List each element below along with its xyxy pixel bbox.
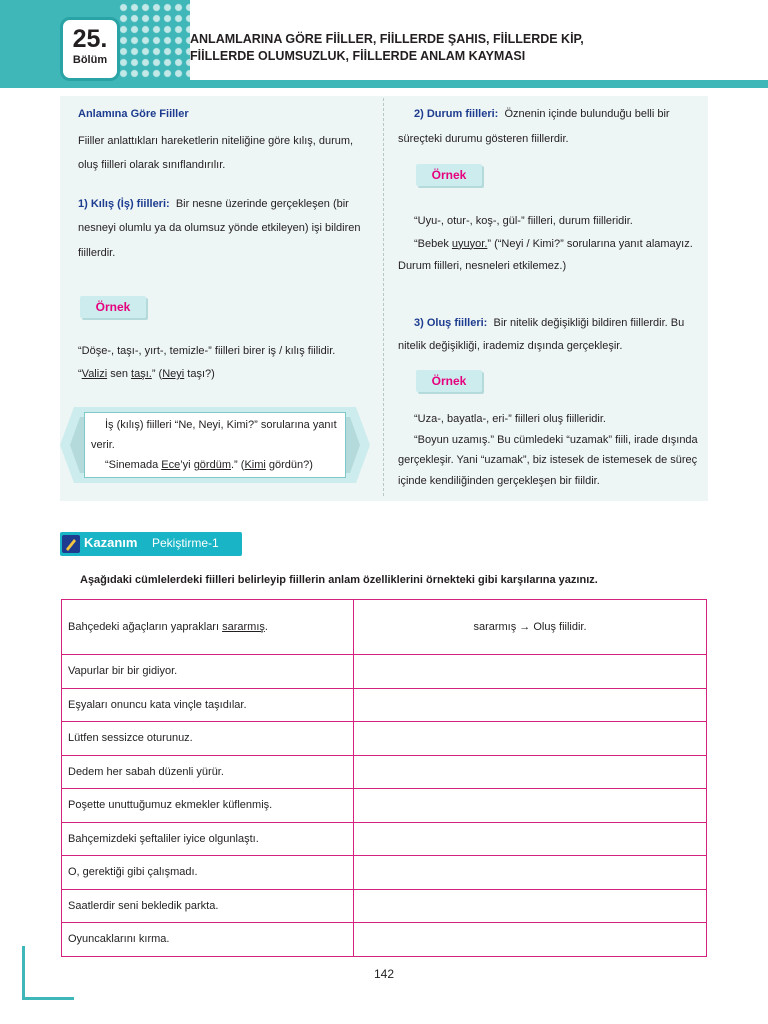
durum-title: 2) Durum fiilleri:	[414, 108, 499, 120]
text-part: .” (	[230, 459, 245, 471]
sentence-cell: Poşette unuttuğumuz ekmekler küflenmiş.	[62, 789, 354, 823]
kilis-example-1: “Döşe-, taşı-, yırt-, temizle-” fiilleri birer iş / kılış fiilidir.	[78, 345, 336, 357]
kilis-examples	[78, 340, 374, 386]
durum-text: Öznenin içinde bulunduğu belli bir süreçteki durumu gösteren fiillerdir.	[398, 108, 670, 145]
pixel-pattern	[118, 2, 190, 82]
olus-text: Bir nitelik değişikliği bildiren fiillerdir. Bu nitelik değişikliği, irademiz dışında gerçekleşir.	[398, 317, 685, 352]
sentence-cell: Bahçemizdeki şeftaliler iyice olgunlaştı.	[62, 822, 354, 856]
section-heading: Anlamına Göre Fiiller	[78, 108, 189, 120]
answer-cell[interactable]	[354, 923, 707, 957]
chapter-number: 25.	[72, 25, 108, 53]
underlined-word: Valizi	[81, 368, 108, 380]
answer-cell[interactable]	[354, 789, 707, 823]
column-divider	[383, 98, 384, 496]
durum-example-2	[398, 233, 708, 278]
table-row	[62, 856, 707, 890]
header-rule	[0, 80, 768, 88]
note-box	[84, 412, 346, 478]
durum-example-1: “Uyu-, otur-, koş-, gül-” fiilleri, durum fiilleridir.	[414, 215, 633, 227]
text-part: “Sinemada	[105, 459, 162, 471]
sentence-cell: O, gerektiği gibi çalışmadı.	[62, 856, 354, 890]
table-row	[62, 755, 707, 789]
sentence-cell: Saatlerdir seni bekledik parkta.	[62, 889, 354, 923]
title-line-2: FİİLLERDE OLUMSUZLUK, FİİLLERDE ANLAM KAYMASI	[190, 49, 526, 63]
durum-definition	[398, 102, 708, 151]
text-part: sen	[107, 368, 132, 380]
table-row	[62, 923, 707, 957]
answer-cell[interactable]	[354, 722, 707, 756]
text-part: Bahçedeki ağaçların yaprakları	[68, 621, 223, 633]
answer-cell[interactable]	[354, 822, 707, 856]
olus-section	[398, 312, 708, 357]
sentence-cell: Vapurlar bir bir gidiyor.	[62, 655, 354, 689]
corner-mark	[22, 946, 25, 1000]
table-row	[62, 655, 707, 689]
sentence-cell: Dedem her sabah düzenli yürür.	[62, 755, 354, 789]
kazanim-sub: Pekiştirme-1	[152, 536, 219, 550]
underlined-word: gördüm	[193, 459, 231, 471]
answer-cell[interactable]	[354, 688, 707, 722]
underlined-word: Neyi	[162, 368, 185, 380]
sentence-cell: Lütfen sessizce oturunuz.	[62, 722, 354, 756]
text-part: gördün?)	[265, 459, 313, 471]
text-part: ’yi	[180, 459, 194, 471]
sentence-cell: Eşyaları onuncu kata vinçle taşıdılar.	[62, 688, 354, 722]
ornek-label: Örnek	[416, 370, 482, 392]
kilis-example-2	[78, 363, 374, 386]
answer-cell[interactable]	[354, 889, 707, 923]
text-part: “Bebek	[414, 237, 452, 250]
olus-examples	[398, 409, 708, 491]
answer-cell[interactable]	[354, 755, 707, 789]
chapter-label: Bölüm	[72, 54, 108, 66]
table-row	[62, 889, 707, 923]
durum-section	[398, 102, 708, 151]
table-row	[62, 822, 707, 856]
text-part: ” (	[151, 368, 163, 380]
answer-cell[interactable]	[354, 655, 707, 689]
corner-mark	[22, 997, 74, 1000]
olus-title: 3) Oluş fiilleri:	[414, 317, 488, 329]
ornek-label: Örnek	[416, 164, 482, 186]
kazanim-label: Kazanım	[84, 535, 138, 550]
note-example	[91, 455, 339, 475]
page-title	[190, 31, 750, 65]
sentence-cell	[62, 600, 354, 655]
table-row	[62, 688, 707, 722]
intro-text: Fiiller anlattıkları hareketlerin niteliğine göre kılış, durum, oluş fiilleri olarak sınıflandırılır.	[78, 134, 354, 171]
durum-examples	[398, 210, 708, 278]
text-part: ” (“Neyi / Kimi?” sorularına yanıt alamayız. Durum fiilleri, nesneleri etkilemez.)	[398, 237, 693, 272]
underlined-word: sararmış	[222, 621, 265, 633]
exercise-table	[61, 599, 707, 957]
table-row	[62, 722, 707, 756]
chapter-badge	[60, 17, 120, 81]
underlined-word: Kimi	[244, 459, 266, 471]
kazanim-banner	[60, 532, 242, 556]
sentence-cell: Oyuncaklarını kırma.	[62, 923, 354, 957]
olus-example-1: “Uza-, bayatla-, eri-” fiilleri oluş fiilleridir.	[414, 413, 606, 425]
title-line-1: ANLAMLARINA GÖRE FİİLLER, FİİLLERDE ŞAHIS, FİİLLERDE KİP,	[190, 32, 584, 46]
text-part: taşı?)	[184, 368, 215, 380]
answer-cell: sararmış → Oluş fiilidir.	[354, 600, 707, 655]
kilis-text: Bir nesne üzerinde gerçekleşen (bir nesneyi olumlu ya da olumsuz yönde etkileyen) işi bildiren fiillerdir.	[78, 197, 361, 259]
kilis-title: 1) Kılış (İş) fiilleri:	[78, 197, 170, 210]
pencil-icon	[62, 535, 80, 553]
text-part: .	[264, 621, 268, 633]
underlined-word: uyuyor.	[451, 237, 488, 250]
underlined-word: Ece	[161, 459, 181, 471]
exercise-instruction: Aşağıdaki cümlelerdeki fiilleri belirleyip fiillerin anlam özelliklerini örnekteki gibi karşılarına yazınız.	[80, 574, 598, 586]
answer-cell[interactable]	[354, 856, 707, 890]
underlined-word: taşı.	[131, 368, 152, 380]
table-row	[62, 789, 707, 823]
text-part: “	[78, 368, 82, 380]
olus-example-2: “Boyun uzamış.” Bu cümledeki “uzamak” fiili, irade dışında gerçekleşir. Yani “uzamak”, biz istesek de istemesek de süreç içinde kendiliğinden gerçekleşen bir fiildir.	[398, 433, 698, 487]
left-column	[78, 102, 372, 265]
olus-definition	[398, 312, 708, 357]
table-row	[62, 600, 707, 655]
kilis-definition	[78, 192, 372, 266]
ornek-label: Örnek	[80, 296, 146, 318]
page-number: 142	[373, 967, 395, 981]
note-text: İş (kılış) fiilleri “Ne, Neyi, Kimi?” sorularına yanıt verir.	[91, 419, 337, 451]
